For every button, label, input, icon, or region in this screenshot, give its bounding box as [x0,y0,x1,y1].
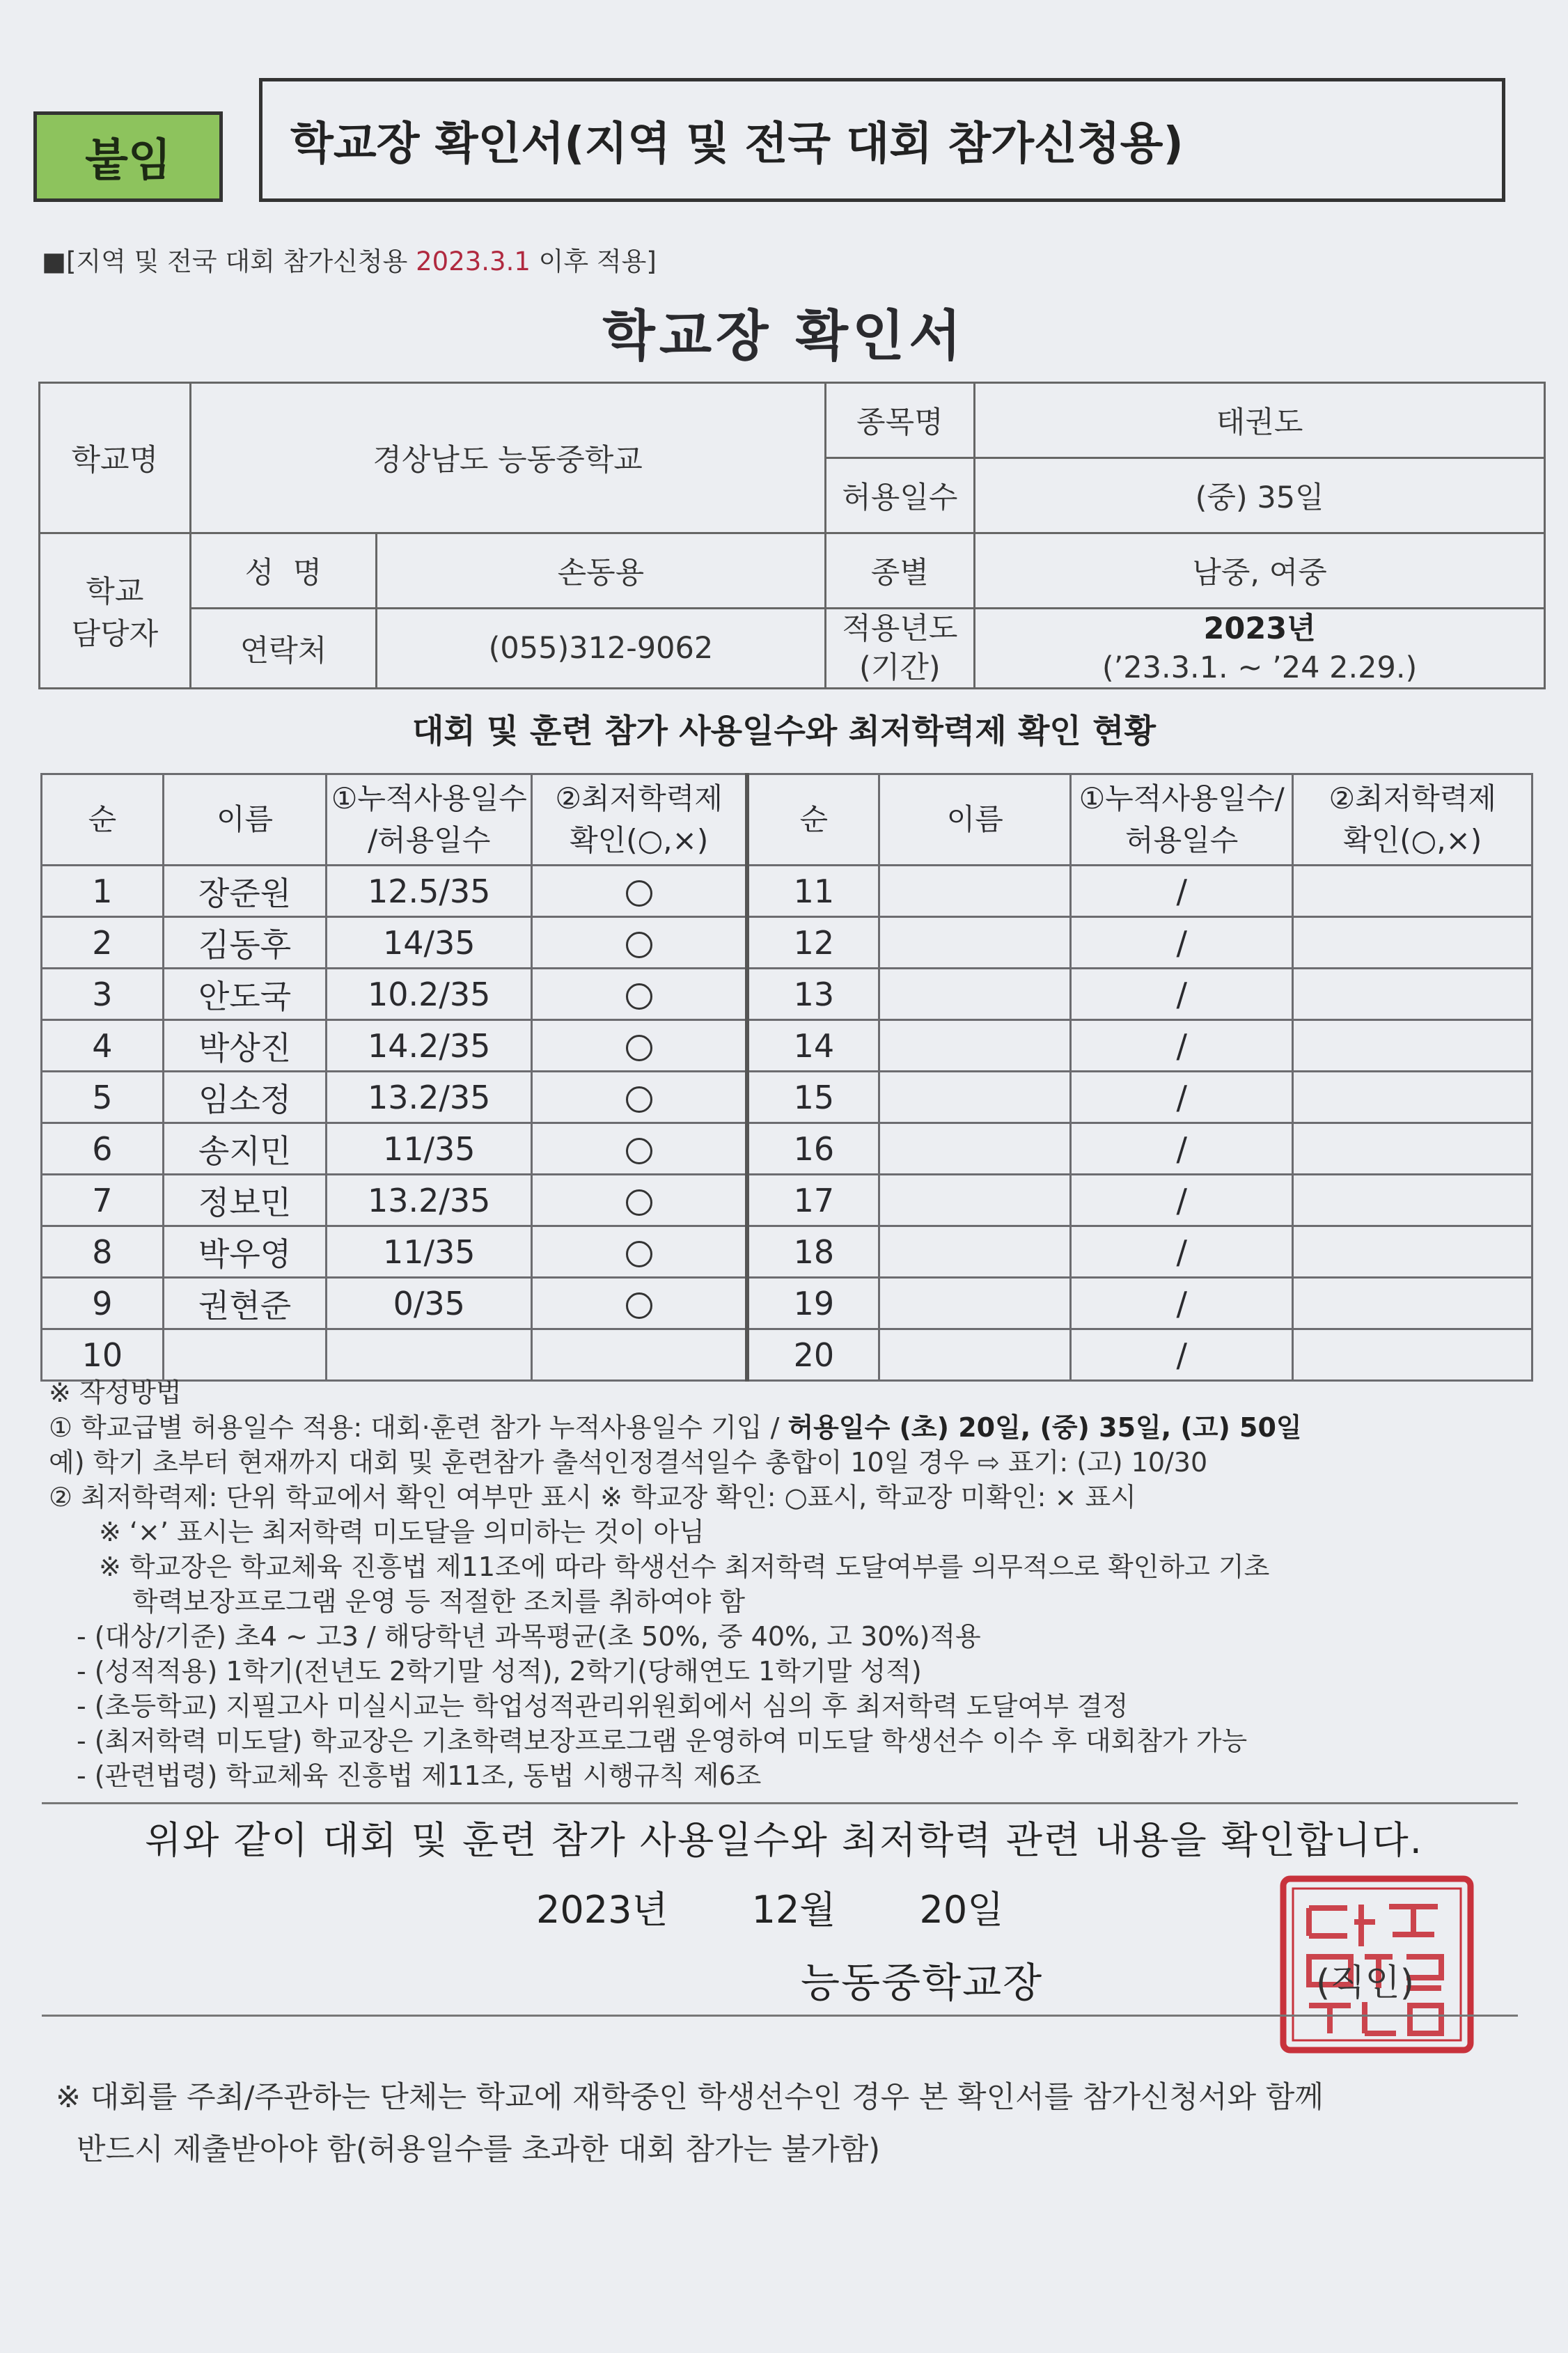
check-cell [1293,917,1532,969]
confirmation-date [536,1880,1003,1934]
table-row [42,866,1532,917]
period-label [825,609,975,689]
used-days: / [1070,1226,1292,1278]
writing-instructions [49,1375,1532,1793]
col-days-left-line1: ①누적사용일수 [331,781,527,815]
check-circle-mark [626,1086,652,1113]
contact-value: (055)312-9062 [377,609,825,689]
allowed-days-value: (중) 35일 [975,458,1545,533]
check-cell [532,866,748,917]
notice-date: 2023.3.1 [416,247,531,276]
check-circle-mark [626,1189,652,1216]
col-days-right [1070,774,1292,866]
used-days: / [1070,969,1292,1020]
row-no: 1 [42,866,164,917]
row-no: 18 [747,1226,879,1278]
table-row [42,917,1532,969]
row-no: 10 [42,1329,164,1381]
used-days: 11/35 [327,1226,532,1278]
student-name [879,1226,1071,1278]
staff-label-line1: 학교 [86,574,144,609]
student-name: 임소정 [163,1072,327,1123]
student-name: 장준원 [163,866,327,917]
student-name: 권현준 [163,1278,327,1329]
note-1-example: 예) 학기 초부터 현재까지 대회 및 훈련참가 출석인정결석일수 총합이 10일 경우 ⇨ 표기: (고) 10/30 [49,1447,1208,1478]
detail-5: - (관련법령) 학교체육 진흥법 제11조, 동법 시행규칙 제6조 [77,1760,762,1791]
check-cell [532,969,748,1020]
used-days [327,1329,532,1381]
check-cell [532,1329,748,1381]
used-days: 14/35 [327,917,532,969]
check-cell [1293,1329,1532,1381]
row-no: 6 [42,1123,164,1175]
school-label: 학교명 [40,383,191,533]
student-name [879,1329,1071,1381]
check-cell [1293,1020,1532,1072]
used-days: / [1070,1175,1292,1226]
student-name [879,969,1071,1020]
col-no-right: 순 [747,774,879,866]
row-no: 16 [747,1123,879,1175]
used-days: 13.2/35 [327,1072,532,1123]
used-days: / [1070,1123,1292,1175]
table-row [42,1123,1532,1175]
col-check-right [1293,774,1532,866]
check-circle-mark [626,880,652,907]
student-name: 정보민 [163,1175,327,1226]
check-cell [1293,1278,1532,1329]
date-year: 2023년 [536,1888,668,1932]
principal-signer: 능동중학교장 [801,1959,1044,2006]
period-year: 2023년 [1203,611,1316,646]
student-name: 김동후 [163,917,327,969]
note-4b: 학력보장프로그램 운영 등 적절한 조치를 취하여야 함 [132,1586,746,1617]
student-name [879,866,1071,917]
table-row [42,1329,1532,1381]
check-cell [532,1175,748,1226]
col-check-right-line2: 확인(○,×) [1343,823,1482,857]
check-cell [1293,866,1532,917]
sport-value: 태권도 [975,383,1545,458]
row-no: 4 [42,1020,164,1072]
detail-4: - (최저학력 미도달) 학교장은 기초학력보장프로그램 운영하여 미도달 학생선수 이수 후 대회참가 가능 [77,1726,1248,1756]
sport-label: 종목명 [825,383,975,458]
used-days: / [1070,1020,1292,1072]
check-cell [532,1123,748,1175]
row-no: 19 [747,1278,879,1329]
row-no: 3 [42,969,164,1020]
col-check-left-line1: ②최저학력제 [555,781,723,815]
check-circle-mark [626,1292,652,1319]
student-name: 안도국 [163,969,327,1020]
notice-suffix: 이후 적용] [530,247,657,276]
detail-2: - (성적적용) 1학기(전년도 2학기말 성적), 2학기(당해연도 1학기말 성적) [77,1656,922,1687]
student-name [879,1020,1071,1072]
check-cell [532,1020,748,1072]
period-label-line2: (기간) [859,650,941,685]
check-circle-mark [626,1241,652,1267]
staff-label-line2: 담당자 [71,617,159,652]
category-value: 남중, 여중 [975,533,1545,609]
used-days: / [1070,917,1292,969]
note-4a: ※ 학교장은 학교체육 진흥법 제11조에 따라 학생선수 최저학력 도달여부를 의무적으로 확인하고 기초 [99,1551,1270,1582]
detail-3: - (초등학교) 지필고사 미실시교는 학업성적관리위원회에서 심의 후 최저학력 도달여부 결정 [77,1691,1129,1721]
category-label: 종별 [825,533,975,609]
student-name: 송지민 [163,1123,327,1175]
check-cell [532,1226,748,1278]
detail-1: - (대상/기준) 초4 ~ 고3 / 해당학년 과목평균(초 50%, 중 40%, 고 30%)적용 [77,1621,981,1652]
check-cell [1293,969,1532,1020]
student-name [163,1329,327,1381]
confirmation-text: 위와 같이 대회 및 훈련 참가 사용일수와 최저학력 관련 내용을 확인합니다. [145,1818,1423,1862]
footer-line-1: ※ 대회를 주최/주관하는 단체는 학교에 재학중인 학생선수인 경우 본 확인서를 참가신청서와 함께 [56,2080,1324,2115]
used-days: 14.2/35 [327,1020,532,1072]
row-no: 20 [747,1329,879,1381]
notes-heading: ※ 작성방법 [49,1377,182,1408]
col-days-right-line2: 허용일수 [1125,823,1239,857]
col-check-left-line2: 확인(○,×) [570,823,709,857]
check-cell [532,1072,748,1123]
check-cell [1293,1072,1532,1123]
col-days-right-text: ①누적사용일수 [1079,781,1275,815]
period-label-line1: 적용년도 [842,611,958,646]
note-1 [49,1410,1532,1445]
used-days: 13.2/35 [327,1175,532,1226]
col-days-left [327,774,532,866]
used-days: / [1070,866,1292,917]
row-no: 14 [747,1020,879,1072]
check-circle-mark [626,1035,652,1061]
divider [42,1802,1518,1804]
table-row [42,1226,1532,1278]
col-name-left: 이름 [163,774,327,866]
staff-label [40,533,191,689]
date-day: 20일 [919,1888,1004,1932]
roster-header-row [42,774,1532,866]
footer-line-2: 반드시 제출받아야 함(허용일수를 초과한 대회 참가는 불가함) [77,2132,881,2167]
table-row [42,1175,1532,1226]
name-label: 성 명 [190,533,377,609]
row-no: 15 [747,1072,879,1123]
row-no: 13 [747,969,879,1020]
col-no-left: 순 [42,774,164,866]
col-days-left-line2: /허용일수 [368,823,491,857]
check-cell [1293,1123,1532,1175]
student-name [879,1072,1071,1123]
row-no: 12 [747,917,879,969]
check-circle-mark [626,983,652,1010]
used-days: / [1070,1329,1292,1381]
header-title: 학교장 확인서(지역 및 전국 대회 참가신청용) [259,78,1505,202]
period-value [975,609,1545,689]
footer-note [56,2072,1518,2176]
check-cell [1293,1226,1532,1278]
student-name: 박상진 [163,1020,327,1072]
table-row [42,1072,1532,1123]
row-no: 2 [42,917,164,969]
used-days: 12.5/35 [327,866,532,917]
table-row [42,1278,1532,1329]
row-no: 9 [42,1278,164,1329]
student-name [879,917,1071,969]
note-2: ② 최저학력제: 단위 학교에서 확인 여부만 표시 ※ 학교장 확인: ○표시, 학교장 미확인: × 표시 [49,1482,1136,1512]
table-row [42,969,1532,1020]
allowed-days-label: 허용일수 [825,458,975,533]
roster-subtitle: 대회 및 훈련 참가 사용일수와 최저학력제 확인 현황 [412,712,1156,751]
col-check-right-line1: ②최저학력제 [1328,781,1496,815]
note-1-bold: 허용일수 (초) 20일, (중) 35일, (고) 50일 [787,1412,1302,1443]
check-cell [532,917,748,969]
notice-prefix: ■[지역 및 전국 대회 참가신청용 [42,247,416,276]
applicability-notice [42,240,657,278]
row-no: 7 [42,1175,164,1226]
row-no: 17 [747,1175,879,1226]
used-days: 10.2/35 [327,969,532,1020]
student-name [879,1123,1071,1175]
date-month: 12월 [751,1888,836,1932]
col-days-right-line1: ①누적사용일수/ [1079,781,1285,815]
row-no: 5 [42,1072,164,1123]
used-days: / [1070,1072,1292,1123]
document-title: 학교장 확인서 [602,305,966,368]
student-name: 박우영 [163,1226,327,1278]
attachment-tag: 붙임 [33,111,223,202]
check-cell [1293,1175,1532,1226]
check-circle-mark [626,932,652,958]
seal-label: (직인) [1316,1962,1415,2004]
used-days: 0/35 [327,1278,532,1329]
period-range: (’23.3.1. ~ ’24 2.29.) [1101,650,1418,685]
note-3: ※ ‘×’ 표시는 최저학력 미도달을 의미하는 것이 아님 [99,1517,705,1547]
student-name [879,1278,1071,1329]
contact-label: 연락처 [190,609,377,689]
col-name-right: 이름 [879,774,1071,866]
divider [42,2015,1518,2017]
school-info-table [38,382,1546,689]
note-1-text: ① 학교급별 허용일수 적용: 대회·훈련 참가 누적사용일수 기입 / [49,1412,788,1443]
name-value: 손동용 [377,533,825,609]
check-cell [532,1278,748,1329]
table-row [42,1020,1532,1072]
student-name [879,1175,1071,1226]
check-circle-mark [626,1138,652,1164]
col-check-left [532,774,748,866]
roster-table [40,773,1533,1382]
row-no: 8 [42,1226,164,1278]
used-days: / [1070,1278,1292,1329]
row-no: 11 [747,866,879,917]
used-days: 11/35 [327,1123,532,1175]
school-value: 경상남도 능동중학교 [190,383,825,533]
